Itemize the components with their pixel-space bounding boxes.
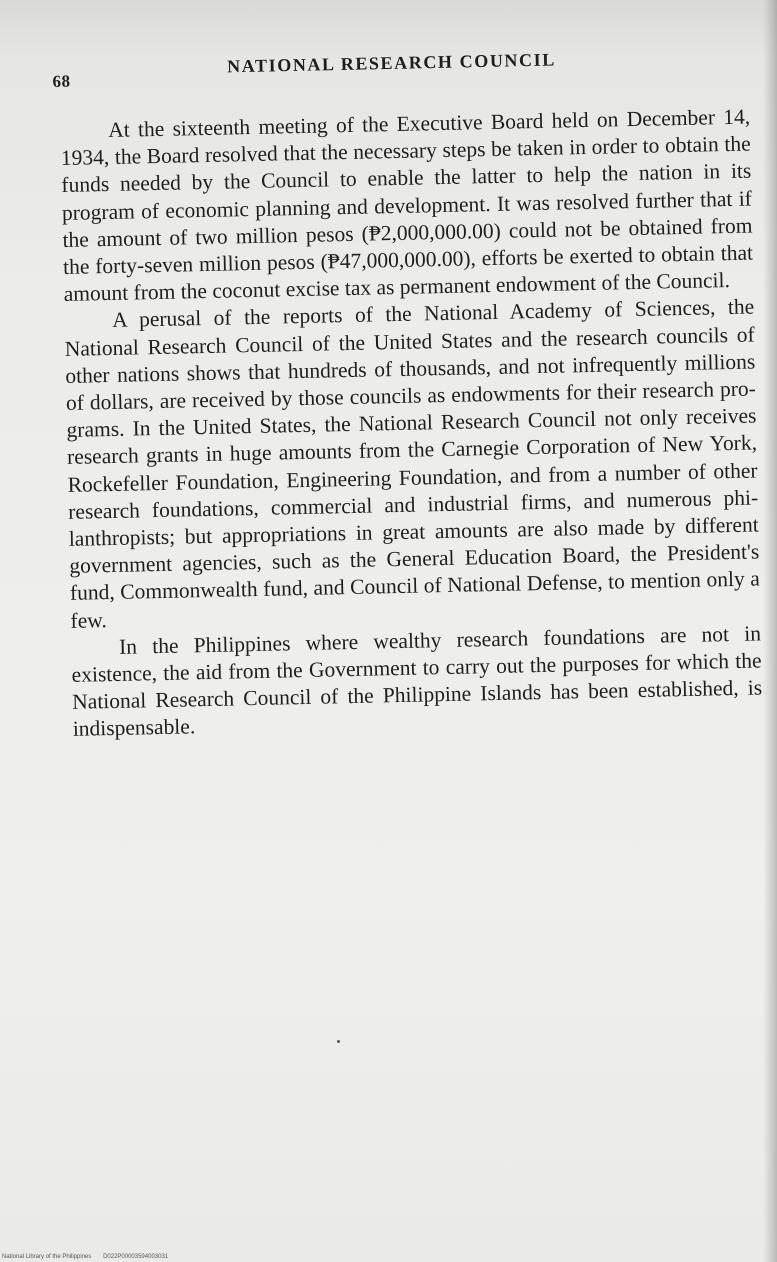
running-head: NATIONAL RESEARCH COUNCIL (226, 49, 557, 77)
page-edge-shadow (763, 0, 777, 1262)
body-text (60, 104, 763, 744)
footer-code: D022P00003594003031 (103, 1254, 169, 1260)
paragraph-3: In the Philippines where wealthy research foundations are not in existence, the aid from the Government to carry out the purposes for which the National Research Council of the Philippine Islands has been established, is indispensable. (71, 621, 763, 742)
page-header (52, 45, 752, 90)
dust-speck (337, 1040, 340, 1043)
paragraph-2: A perusal of the reports of the National Academy of Sciences, the National Research Council of the United States and the research councils of other nations shows that hundreds of thousands, and not infrequently millions of dollars, are received by those councils as endowments for their research programs. In the United States, the National Research Council not only receives research grants in huge amounts from the Carnegie Corporation of New York, Rockefeller Foundation, Engineering Foundation, and from a number of other research foundations, commercial and industrial firms, and numerous philanthropists; but appropriations in great amounts are also made by different government agencies, such as the General Education Board, the President's fund, Commonwealth fund, and Council of National Defense, to mention only a few. (64, 294, 761, 633)
scan-footer (2, 1254, 168, 1260)
page-number: 68 (52, 71, 71, 91)
paragraph-1: At the sixteenth meeting of the Executive Board held on December 14, 1934, the Board resolved that the necessary steps be taken in order to obtain the funds needed by the Council to enable the latter to help the nation in its program of economic planning and development. It was resolved further that if the amount of two million pesos (₱2,000,000.00) could not be obtained from the forty-seven million pesos (₱47,000,000.00), efforts be exerted to obtain that amount from the coconut excise tax as permanent endowment of the Council. (60, 104, 754, 307)
footer-library: National Library of the Philippines (2, 1254, 92, 1260)
